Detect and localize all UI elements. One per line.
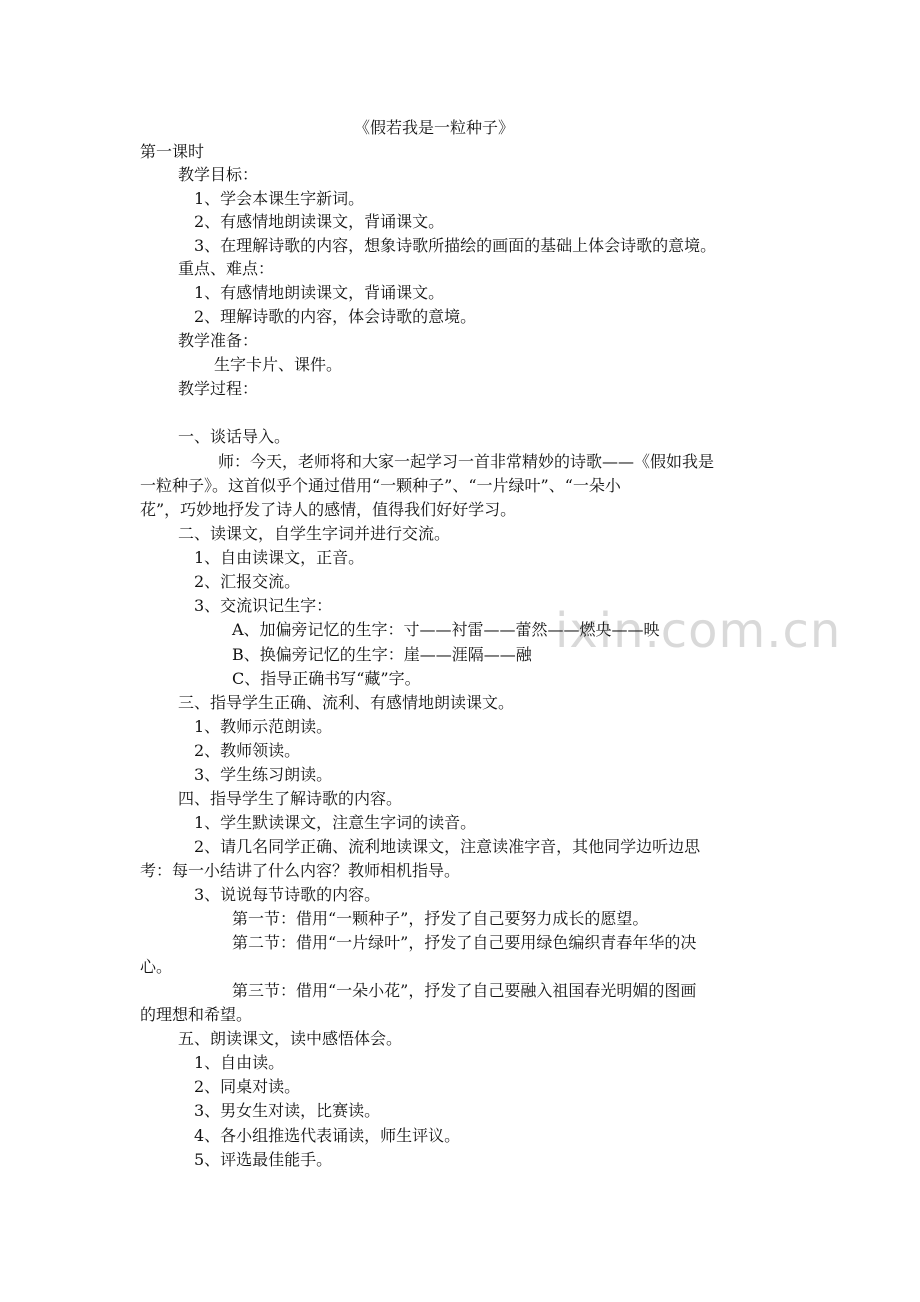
text-line: 师：今天，老师将和大家一起学习一首非常精妙的诗歌——《假如我是 bbox=[218, 452, 715, 471]
text-line: 的理想和希望。 bbox=[140, 1005, 253, 1024]
text-line: 第二节：借用“一片绿叶”，抒发了自己要用绿色编织青春年华的决 bbox=[232, 933, 697, 952]
text-line: B、换偏旁记忆的生字：崖——涯隔——融 bbox=[232, 645, 532, 664]
text-line: 二、读课文，自学生字词并进行交流。 bbox=[178, 524, 451, 543]
text-line: 2、同桌对读。 bbox=[194, 1077, 301, 1096]
text-line: 一粒种子》。这首似乎个通过借用“一颗种子”、“一片绿叶”、“一朵小 bbox=[140, 476, 621, 495]
text-line: 考：每一小结讲了什么内容？教师相机指导。 bbox=[140, 861, 461, 880]
watermark: ixin.com.cn bbox=[555, 603, 842, 659]
text-line: 第一节：借用“一颗种子”，抒发了自己要努力成长的愿望。 bbox=[232, 909, 649, 928]
text-line: 2、汇报交流。 bbox=[194, 572, 301, 591]
text-line: 1、教师示范朗读。 bbox=[194, 717, 333, 736]
text-line: 第一课时 bbox=[140, 142, 205, 161]
text-line: C、指导正确书写“藏”字。 bbox=[232, 669, 421, 688]
text-line: 1、自由读。 bbox=[194, 1053, 285, 1072]
text-line: 2、请几名同学正确、流利地读课文，注意读准字音，其他同学边听边思 bbox=[194, 837, 701, 856]
text-line: 教学准备： bbox=[178, 331, 259, 350]
text-line: 5、评选最佳能手。 bbox=[194, 1150, 333, 1169]
text-line: 教学目标： bbox=[178, 165, 259, 184]
text-line: 2、有感情地朗读课文，背诵课文。 bbox=[194, 212, 445, 231]
text-line: A、加偏旁记忆的生字：寸——衬雷——蕾然——燃央——映 bbox=[232, 620, 660, 639]
text-line: 3、说说每节诗歌的内容。 bbox=[194, 885, 381, 904]
text-line: 3、在理解诗歌的内容，想象诗歌所描绘的画面的基础上体会诗歌的意境。 bbox=[194, 236, 717, 255]
text-line: 3、交流识记生字： bbox=[194, 596, 333, 615]
text-line: 4、各小组推选代表诵读，师生评议。 bbox=[194, 1126, 461, 1145]
text-line: 2、理解诗歌的内容，体会诗歌的意境。 bbox=[194, 307, 477, 326]
document-title: 《假若我是一粒种子》 bbox=[354, 118, 515, 137]
text-line: 第三节：借用“一朵小花”，抒发了自己要融入祖国春光明媚的图画 bbox=[232, 981, 697, 1000]
text-line: 五、朗读课文，读中感悟体会。 bbox=[178, 1029, 403, 1048]
text-line: 重点、难点： bbox=[178, 259, 275, 278]
text-line: 四、指导学生了解诗歌的内容。 bbox=[178, 789, 403, 808]
text-line: 3、学生练习朗读。 bbox=[194, 765, 333, 784]
text-line: 花”，巧妙地抒发了诗人的感情，值得我们好好学习。 bbox=[140, 500, 517, 519]
text-line: 三、指导学生正确、流利、有感情地朗读课文。 bbox=[178, 693, 515, 712]
text-line: 1、学生默读课文，注意生字词的读音。 bbox=[194, 813, 477, 832]
text-line: 1、自由读课文，正音。 bbox=[194, 548, 365, 567]
text-line: 生字卡片、课件。 bbox=[214, 355, 343, 374]
text-line: 心。 bbox=[140, 957, 173, 976]
text-line: 教学过程： bbox=[178, 379, 259, 398]
text-line: 1、有感情地朗读课文，背诵课文。 bbox=[194, 283, 445, 302]
text-line: 3、男女生对读，比赛读。 bbox=[194, 1101, 381, 1120]
text-line: 一、谈话导入。 bbox=[178, 427, 291, 446]
text-line: 1、学会本课生字新词。 bbox=[194, 189, 365, 208]
text-line: 2、教师领读。 bbox=[194, 741, 301, 760]
